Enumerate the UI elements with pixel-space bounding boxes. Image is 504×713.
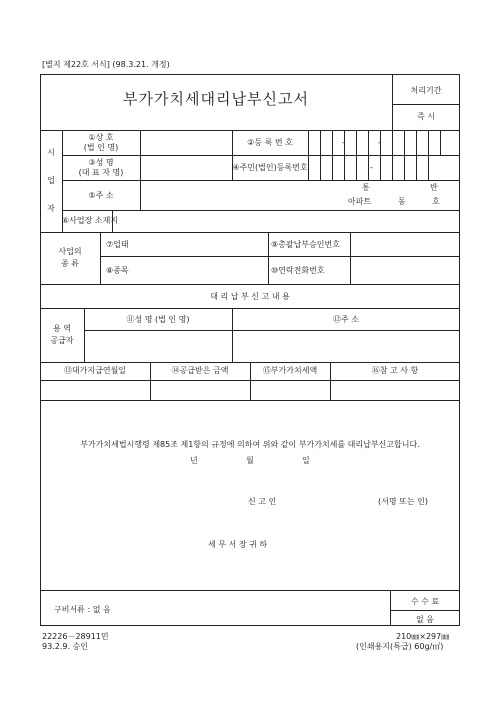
supplier-side-1: 용 역 xyxy=(53,324,71,333)
address-dong: 동 xyxy=(398,197,406,206)
business-side-label-1: 시 xyxy=(47,148,55,157)
footer-code: 22226－28911민 xyxy=(42,632,109,641)
business-type-side-2: 종 류 xyxy=(61,259,79,268)
id-number-label: ④주민(법인)등록번호 xyxy=(232,163,308,172)
payment-date-label: ⑬대가지급연월일 xyxy=(63,366,127,375)
date-year: 년 xyxy=(190,456,198,465)
representative-sub: (대 표 자 명) xyxy=(78,168,124,177)
footer-size: 210㎜×297㎜ xyxy=(396,632,450,641)
fee-label: 수 수 료 xyxy=(410,597,440,606)
address-ban: 반 xyxy=(430,183,438,192)
industry-label: ⑦업태 xyxy=(106,240,129,249)
idno-dash: - xyxy=(370,163,373,172)
item-label: ⑧종목 xyxy=(106,266,129,275)
supplier-address-label: ⑫주 소 xyxy=(333,315,359,324)
business-side-label-2: 업 xyxy=(47,176,55,185)
representative-label: ③성 명 xyxy=(88,158,114,167)
business-side-label-3: 자 xyxy=(47,204,55,213)
supplier-side-2: 공급자 xyxy=(50,336,74,345)
address-ho: 호 xyxy=(432,197,440,206)
business-type-side-1: 사업의 xyxy=(58,247,82,256)
fee-value: 없 음 xyxy=(416,615,434,624)
address-apt: 아파트 xyxy=(348,197,372,206)
regno-dash-2: - xyxy=(378,138,381,147)
amount-label: ⑭공급받은 금액 xyxy=(171,366,229,375)
address-label: ⑤주 소 xyxy=(88,191,114,200)
contact-phone-label: ⑩연락전화번호 xyxy=(271,266,325,275)
reporter-signature: (서명 또는 인) xyxy=(378,497,428,506)
approval-number-label: ⑨총괄납부승인번호 xyxy=(271,240,340,249)
processing-period-label: 처리기간 xyxy=(410,86,442,95)
registration-number-label: ②등 록 번 호 xyxy=(247,138,293,147)
supplier-name-label: ⑪성 명 (법 인 명) xyxy=(126,315,190,324)
footer-approval: 93.2.9. 승인 xyxy=(42,642,88,651)
trade-name-sub: (법 인 명) xyxy=(83,143,119,152)
processing-period-value: 즉 시 xyxy=(417,112,435,121)
form-number-note: [별지 제22호 서식] (98.3.21. 개정) xyxy=(42,60,170,69)
recipient: 세 무 서 장 귀 하 xyxy=(208,540,268,549)
declaration-text: 부가가치세법시행령 제85조 제1항의 규정에 의하여 위와 같이 부가가치세를 대리납부신고합니다. xyxy=(80,440,420,449)
date-day: 일 xyxy=(302,456,310,465)
business-location-label: ⑥사업장 소재지 xyxy=(62,216,119,225)
reference-label: ⑯참 고 사 항 xyxy=(371,366,419,375)
section-title: 대 리 납 부 신 고 내 용 xyxy=(210,292,290,301)
form-title: 부가가치세대리납부신고서 xyxy=(123,90,309,108)
reporter-label: 신 고 인 xyxy=(248,497,277,506)
date-month: 월 xyxy=(246,456,254,465)
vat-amount-label: ⑮부가가치세액 xyxy=(262,366,318,375)
footer-paper: (인쇄용지(특급) 60g/㎡) xyxy=(356,642,444,651)
address-tong: 통 xyxy=(362,183,370,192)
trade-name-label: ①상 호 xyxy=(88,133,114,142)
attachments-label: 구비서류 : 없 음 xyxy=(54,605,111,614)
regno-dash-1: - xyxy=(342,138,345,147)
